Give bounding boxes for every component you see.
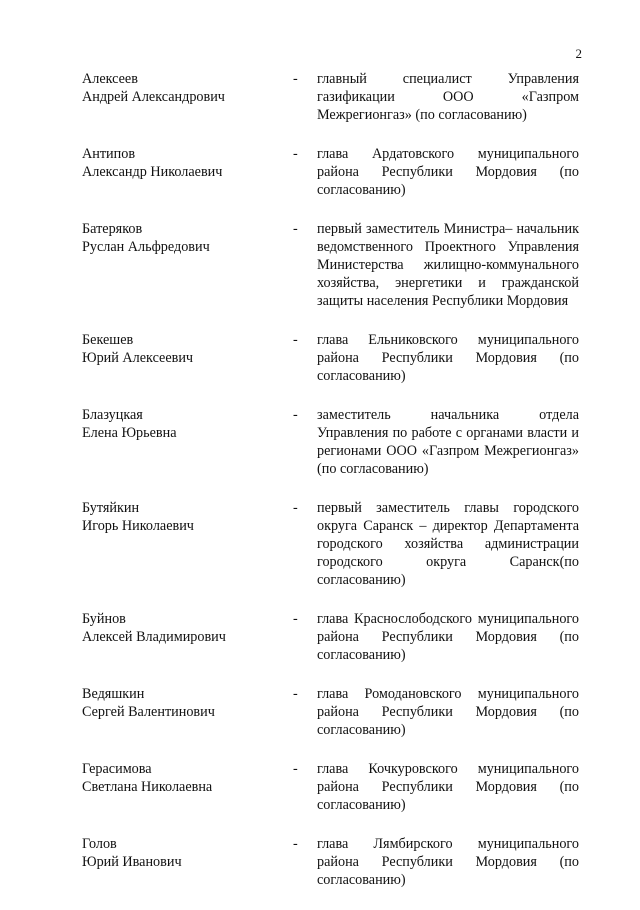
member-given-names: Сергей Валентинович	[82, 704, 215, 720]
member-entry	[82, 760, 582, 814]
member-dash: -	[293, 836, 298, 852]
member-role: заместитель начальника отдела Управления по работе с органами власти и регионами ООО «Газпром Межрегионгаз» (по согласованию)	[317, 407, 579, 477]
member-name	[82, 220, 282, 256]
member-role: глава Краснослободского муниципального района Республики Мордовия (по согласованию)	[317, 611, 579, 663]
member-entry	[82, 331, 582, 385]
member-given-names: Руслан Альфредович	[82, 239, 210, 255]
member-given-names: Игорь Николаевич	[82, 518, 194, 534]
member-given-names: Алексей Владимирович	[82, 629, 226, 645]
member-entry	[82, 145, 582, 199]
member-name	[82, 145, 282, 181]
member-surname: Алексеев	[82, 71, 138, 87]
member-entry	[82, 835, 582, 889]
member-name	[82, 760, 282, 796]
member-dash: -	[293, 71, 298, 87]
member-name	[82, 499, 282, 535]
member-name	[82, 610, 282, 646]
member-surname: Блазуцкая	[82, 407, 143, 423]
member-entry	[82, 499, 582, 589]
member-name	[82, 331, 282, 367]
member-dash: -	[293, 407, 298, 423]
member-role: главный специалист Управления газификации ООО «Газпром Межрегионгаз» (по согласованию)	[317, 71, 579, 123]
member-role: глава Кочкуровского муниципального района Республики Мордовия (по согласованию)	[317, 761, 579, 813]
member-dash: -	[293, 611, 298, 627]
member-dash: -	[293, 221, 298, 237]
member-name	[82, 406, 282, 442]
member-list	[82, 70, 582, 910]
page-number: 2	[575, 46, 582, 61]
member-dash: -	[293, 500, 298, 516]
member-entry	[82, 610, 582, 664]
member-surname: Герасимова	[82, 761, 152, 777]
member-role: глава Ромодановского муниципального района Республики Мордовия (по согласованию)	[317, 686, 579, 738]
member-dash: -	[293, 146, 298, 162]
member-given-names: Юрий Алексеевич	[82, 350, 194, 366]
member-surname: Антипов	[82, 146, 136, 162]
member-entry	[82, 220, 582, 310]
member-role: глава Ардатовского муниципального района Республики Мордовия (по согласованию)	[317, 146, 579, 198]
member-given-names: Андрей Александрович	[82, 89, 225, 105]
member-name	[82, 685, 282, 721]
member-role: глава Лямбирского муниципального района Республики Мордовия (по согласованию)	[317, 836, 579, 888]
member-surname: Бекешев	[82, 332, 134, 348]
member-surname: Ведяшкин	[82, 686, 145, 702]
member-given-names: Елена Юрьевна	[82, 425, 177, 441]
member-given-names: Юрий Иванович	[82, 854, 182, 870]
member-name	[82, 70, 282, 106]
member-role: первый заместитель главы городского округа Саранск – директор Департамента городского хозяйства администрации городского округа Саранск(по согласованию)	[317, 500, 579, 588]
member-surname: Бутяйкин	[82, 500, 140, 516]
member-entry	[82, 685, 582, 739]
member-dash: -	[293, 686, 298, 702]
member-entry	[82, 406, 582, 478]
member-dash: -	[293, 332, 298, 348]
member-role: глава Ельниковского муниципального района Республики Мордовия (по согласованию)	[317, 332, 579, 384]
member-dash: -	[293, 761, 298, 777]
member-surname: Голов	[82, 836, 117, 852]
member-given-names: Александр Николаевич	[82, 164, 223, 180]
member-role: первый заместитель Министра– начальник ведомственного Проектного Управления Министерства жилищно-коммунального хозяйства, энергетики и гражданской защиты населения Республики Мордовия	[317, 221, 579, 309]
member-given-names: Светлана Николаевна	[82, 779, 213, 795]
member-entry	[82, 70, 582, 124]
member-surname: Батеряков	[82, 221, 143, 237]
member-surname: Буйнов	[82, 611, 126, 627]
member-name	[82, 835, 282, 871]
